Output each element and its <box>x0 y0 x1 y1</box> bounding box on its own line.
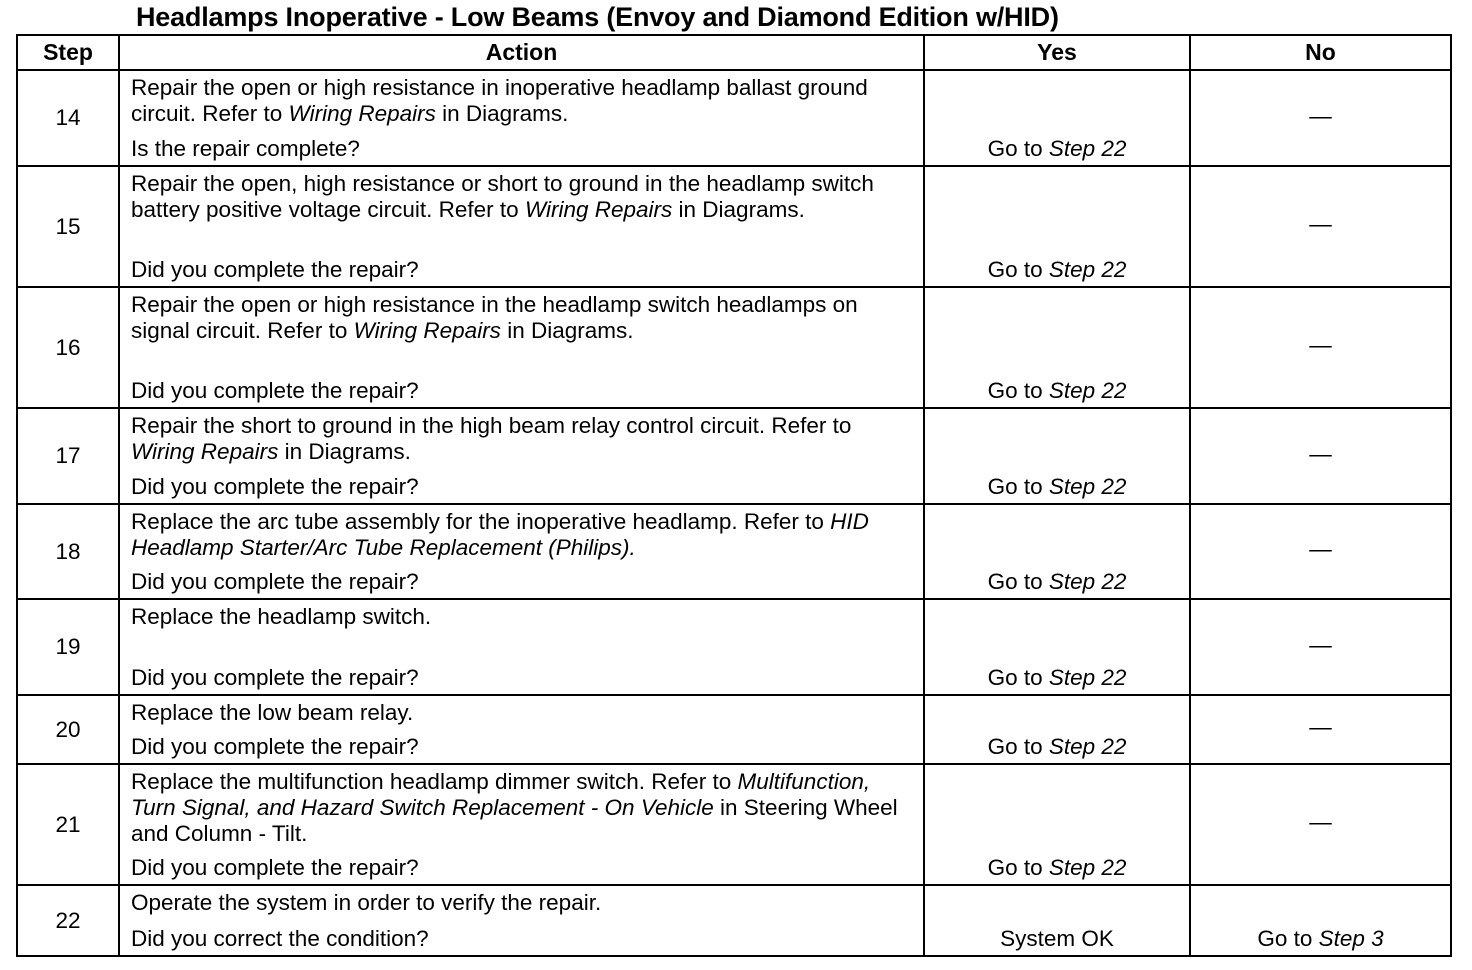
table-row <box>17 885 1451 956</box>
action-text <box>120 505 923 561</box>
yes-result-text: Go to <box>987 474 1049 499</box>
action-cell <box>119 695 924 764</box>
action-question: Is the repair complete? <box>131 136 360 161</box>
action-text <box>120 288 923 344</box>
no-cell <box>1190 885 1451 956</box>
action-text <box>120 886 923 916</box>
yes-result-text: Go to <box>987 378 1049 403</box>
yes-step-reference: Step 22 <box>1048 855 1127 880</box>
diagnostic-table <box>16 34 1452 957</box>
action-reference: Wiring Repairs <box>524 197 673 222</box>
no-dash: — <box>1309 103 1332 129</box>
action-text-part: Repair the open, high resistance or short to ground in the headlamp switch battery positive voltage circuit. Refer to <box>131 171 874 222</box>
yes-cell <box>924 287 1190 408</box>
yes-result <box>925 734 1189 760</box>
yes-step-reference: Step 22 <box>1048 734 1127 759</box>
no-cell <box>1190 408 1451 504</box>
action-text-part: Replace the low beam relay. <box>131 700 414 725</box>
action-cell <box>119 287 924 408</box>
step-number: 17 <box>17 408 119 504</box>
step-number: 16 <box>17 287 119 408</box>
yes-step-reference: Step 22 <box>1048 665 1127 690</box>
header-action: Action <box>119 35 924 70</box>
action-question: Did you correct the condition? <box>131 926 429 951</box>
no-cell <box>1190 504 1451 599</box>
no-dash: — <box>1309 332 1332 358</box>
action-reference: HID Headlamp Starter/Arc Tube Replacement (Philips). <box>131 509 869 560</box>
yes-result <box>925 855 1189 881</box>
step-number: 22 <box>17 885 119 956</box>
yes-result <box>925 257 1189 283</box>
step-number: 15 <box>17 166 119 287</box>
action-cell <box>119 166 924 287</box>
yes-result-text: Go to <box>987 855 1049 880</box>
table-row <box>17 70 1451 166</box>
table-row <box>17 599 1451 695</box>
action-text-part: Repair the short to ground in the high beam relay control circuit. Refer to <box>131 413 852 438</box>
yes-cell <box>924 885 1190 956</box>
table-row <box>17 408 1451 504</box>
table-row <box>17 695 1451 764</box>
yes-result <box>925 569 1189 595</box>
table-header-row <box>17 35 1451 70</box>
no-dash: — <box>1309 809 1332 835</box>
no-cell <box>1190 764 1451 885</box>
action-reference: Multifunction, Turn Signal, and Hazard Switch Replacement - On Vehicle <box>131 769 871 820</box>
yes-step-reference: Step 22 <box>1048 569 1127 594</box>
yes-result-text: Go to <box>987 665 1049 690</box>
yes-cell <box>924 408 1190 504</box>
yes-result <box>925 136 1189 162</box>
table-row <box>17 287 1451 408</box>
yes-cell <box>924 70 1190 166</box>
action-text-part: in Diagrams. <box>500 318 634 343</box>
action-reference: Wiring Repairs <box>353 318 501 343</box>
table-body <box>17 70 1451 956</box>
yes-result <box>925 378 1189 404</box>
no-step-reference: Step 3 <box>1318 926 1384 951</box>
yes-result-text: Go to <box>987 257 1049 282</box>
table-row <box>17 504 1451 599</box>
table-row <box>17 764 1451 885</box>
action-question: Did you complete the repair? <box>131 734 419 759</box>
action-text <box>120 167 923 223</box>
yes-step-reference: Step 22 <box>1048 257 1127 282</box>
yes-cell <box>924 504 1190 599</box>
action-cell <box>119 70 924 166</box>
yes-step-reference: Step 22 <box>1048 378 1127 403</box>
yes-result <box>925 926 1189 952</box>
no-cell <box>1190 166 1451 287</box>
action-text-part: in Steering Wheel and Column - Tilt. <box>131 795 898 846</box>
no-dash: — <box>1309 714 1332 740</box>
action-text <box>120 600 923 630</box>
yes-cell <box>924 599 1190 695</box>
action-text-part: in Diagrams. <box>435 101 569 126</box>
no-result-text: Go to <box>1257 926 1319 951</box>
no-dash: — <box>1309 536 1332 562</box>
header-step: Step <box>17 35 119 70</box>
step-number: 19 <box>17 599 119 695</box>
step-number: 18 <box>17 504 119 599</box>
yes-result <box>925 474 1189 500</box>
action-question: Did you complete the repair? <box>131 569 419 594</box>
step-number: 20 <box>17 695 119 764</box>
no-dash: — <box>1309 632 1332 658</box>
yes-result-text: Go to <box>987 136 1049 161</box>
no-cell <box>1190 70 1451 166</box>
no-dash: — <box>1309 211 1332 237</box>
action-text-part: in Diagrams. <box>672 197 805 222</box>
header-yes: Yes <box>924 35 1190 70</box>
yes-result <box>925 665 1189 691</box>
action-question: Did you complete the repair? <box>131 665 419 690</box>
action-cell <box>119 599 924 695</box>
action-text-part: Repair the open or high resistance in inoperative headlamp ballast ground circuit. Refer to <box>131 75 868 126</box>
no-cell <box>1190 287 1451 408</box>
action-text-part: Operate the system in order to verify the repair. <box>131 890 602 915</box>
no-cell <box>1190 599 1451 695</box>
action-text <box>120 71 923 127</box>
action-question: Did you complete the repair? <box>131 257 419 282</box>
yes-step-reference: Step 22 <box>1048 474 1127 499</box>
action-text-part: Replace the arc tube assembly for the inoperative headlamp. Refer to <box>131 509 831 534</box>
action-question: Did you complete the repair? <box>131 378 419 403</box>
action-question: Did you complete the repair? <box>131 474 419 499</box>
action-cell <box>119 408 924 504</box>
action-cell <box>119 885 924 956</box>
action-cell <box>119 504 924 599</box>
yes-result-text: Go to <box>987 734 1049 759</box>
page-title: Headlamps Inoperative - Low Beams (Envoy and Diamond Edition w/HID) <box>136 2 1059 32</box>
action-text-part: in Diagrams. <box>278 439 411 464</box>
action-text-part: Replace the headlamp switch. <box>131 604 432 629</box>
action-text <box>120 409 923 465</box>
header-no: No <box>1190 35 1451 70</box>
yes-cell <box>924 166 1190 287</box>
yes-step-reference: Step 22 <box>1048 136 1127 161</box>
action-text-part: Replace the multifunction headlamp dimmer switch. Refer to <box>131 769 738 794</box>
action-text <box>120 765 923 847</box>
yes-result-text: System OK <box>1000 926 1114 951</box>
no-result <box>1191 926 1450 952</box>
yes-cell <box>924 764 1190 885</box>
action-reference: Wiring Repairs <box>131 439 279 464</box>
no-cell <box>1190 695 1451 764</box>
step-number: 14 <box>17 70 119 166</box>
yes-cell <box>924 695 1190 764</box>
action-cell <box>119 764 924 885</box>
step-number: 21 <box>17 764 119 885</box>
action-question: Did you complete the repair? <box>131 855 419 880</box>
table-row <box>17 166 1451 287</box>
action-text <box>120 696 923 726</box>
action-text-part: Repair the open or high resistance in the headlamp switch headlamps on signal circuit. Refer to <box>131 292 858 343</box>
yes-result-text: Go to <box>987 569 1049 594</box>
action-reference: Wiring Repairs <box>288 101 436 126</box>
no-dash: — <box>1309 441 1332 467</box>
